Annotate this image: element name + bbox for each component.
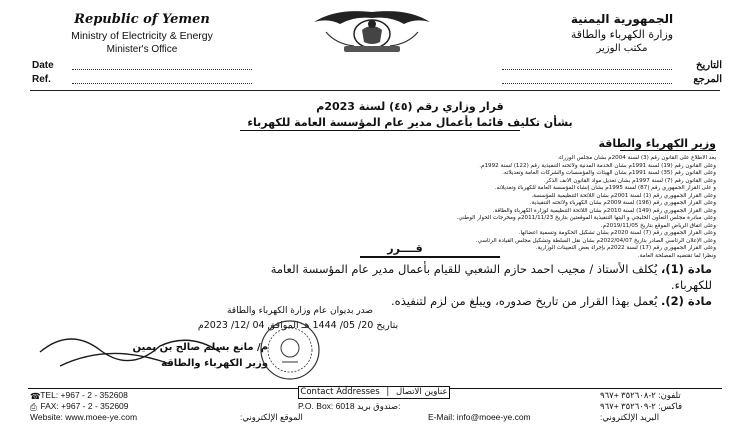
minister-heading: وزير الكهرباء والطاقة	[598, 137, 716, 150]
decides-underline	[360, 256, 500, 258]
date-line-en	[72, 69, 252, 70]
date-label-ar: التاريخ	[696, 60, 722, 71]
contact-label-en: Contact Addresses	[300, 387, 380, 397]
header-english	[32, 12, 252, 55]
footer-email-ar-label: البريد الإلكتروني:	[600, 412, 660, 422]
footer-tel-en: ☎ TEL: +967 - 2 - 352608	[30, 390, 128, 401]
contact-label-ar: عناوين الاتصال	[395, 387, 448, 397]
preamble	[256, 155, 716, 260]
minister-underline	[620, 150, 716, 151]
article-2-text: يُعمل بهذا القرار من تاريخ صدوره، ويبلغ من لزم لتنفيذه.	[391, 294, 658, 308]
decree-title: قرار وزاري رقم (٤٥) لسنة 2023م	[316, 100, 504, 113]
preamble-line: وعلى القرار الجمهوري رقم (17) لسنة 2022م بإجراء بعض التعيينات الوزارية.	[535, 245, 716, 251]
preamble-line: وعلى القانون رقم (35) لسنة 1991م بشأن الهيئات والمؤسسات والشركات العامة وتعديلاته.	[502, 170, 716, 176]
country-name-en: Republic of Yemen	[74, 12, 210, 27]
date-line-ar	[502, 69, 672, 70]
contact-addresses-box: Contact Addresses | عناوين الاتصال	[298, 386, 450, 399]
preamble-line: وعلى الإعلان الرئاسي الصادر بتاريخ 2022/04/07م بشأن نقل السلطة وتشكيل مجلس القيادة الرئاسي.	[475, 237, 716, 244]
preamble-line: وعلى مبادرة مجلس التعاون الخليجي و آليتها التنفيذية الموقعتين بتاريخ 2011/11/23م ومخرجات الحوار الوطني.	[456, 215, 716, 221]
header-arabic	[522, 12, 722, 54]
official-stamp-icon	[258, 318, 322, 382]
preamble-line: و على القرار الجمهوري رقم (87) لسنة 1995م بشأن إنشاء المؤسسة العامة للكهرباء وتعديلاته.	[494, 185, 716, 191]
decree-subject: بشأن تكليف قائما بأعمال مدير عام المؤسسة العامة للكهرباء	[247, 116, 573, 129]
office-name-ar: مكتب الوزير	[596, 43, 648, 54]
office-name-en: Minister's Office	[106, 44, 178, 55]
article-1-text: يُكلف الأستاذ / مجيب احمد حازم الشعبي للقيام بأعمال مدير عام المؤسسة العامة	[270, 262, 658, 276]
date-field-en	[32, 60, 252, 74]
ref-label-ar: المرجع	[693, 74, 722, 85]
article-1	[32, 262, 712, 276]
footer-tel-ar: تلفون: ٢-٣٥٢٦٠٨ +٩٦٧	[600, 390, 681, 400]
phone-icon: ☎	[30, 391, 41, 401]
preamble-line: وعلى القرار الجمهوري رقم (1) لسنة 2001م بشأن اللائحة التنظيمية للمؤسسة.	[531, 192, 716, 199]
country-name-ar: الجمهورية اليمنية	[570, 12, 674, 26]
footer-fax-en: ⎙ FAX: +967 - 2 - 352609	[30, 401, 129, 412]
ministry-name-ar: وزارة الكهرباء والطاقة	[570, 28, 674, 41]
decides-heading: قــــرر	[387, 242, 423, 255]
preamble-line: وعلى القرار الجمهوري رقم (149) لسنة 2010م بشأن اللائحة التنظيمية لوزارة الكهرباء والطاقة.	[492, 207, 716, 214]
issued-date: بتاريخ 20/ 05/ 1444 هـ الموافق 04 /12/ 2023م	[197, 320, 399, 331]
footer-website-en[interactable]: Website: www.moee-ye.com	[30, 412, 138, 422]
article-1-label: مادة (1)،	[660, 262, 712, 276]
footer-po-box: P.O. Box: 6018 صندوق بريد:	[298, 401, 401, 411]
preamble-line: بعد الاطلاع على القانون رقم (3) لسنة 2004م بشأن مجلس الوزراء.	[557, 155, 716, 161]
header-divider	[30, 90, 720, 91]
ministry-name-en: Ministry of Electricity & Energy	[71, 30, 213, 42]
preamble-line: ونظرا لما تقتضيه المصلحة العامة.	[637, 252, 716, 259]
subject-underline	[240, 130, 520, 131]
preamble-line: وعلى القانون رقم (7) لسنة 1997م بشأن تعديل مواد القانون الانف الذكر.	[543, 177, 716, 184]
ref-line-ar	[502, 83, 672, 84]
preamble-line: وعلى القرار الجمهوري رقم (7) لسنة 2020م بشأن تشكيل الحكومة وتسمية أعضائها.	[518, 230, 716, 236]
signatory-name: م/ مانع بسلم صالح بن يمين	[132, 342, 268, 353]
ref-label-en: Ref.	[32, 74, 51, 85]
date-label-en: Date	[32, 60, 54, 71]
yemen-emblem-icon	[306, 4, 438, 56]
footer-fax-ar: فاكس: ٢-٣٥٢٦٠٩ +٩٦٧	[600, 401, 683, 411]
ref-field-en	[32, 74, 252, 88]
preamble-line: وعلى اتفاق الرياض الموقع بتاريخ 2019/11/05م.	[600, 222, 716, 229]
signatory-title: وزير الكهرباء والطاقة	[161, 358, 268, 369]
ref-field-ar	[502, 74, 722, 88]
footer-email[interactable]: E-Mail: info@moee-ye.com	[428, 412, 531, 422]
article-1-continued: للكهرباء.	[670, 278, 712, 292]
issued-place: صدر بديوان عام وزارة الكهرباء والطاقة	[226, 306, 374, 316]
signature-scribble-icon	[30, 322, 240, 384]
date-field-ar	[502, 60, 722, 74]
fax-icon: ⎙	[30, 402, 37, 412]
article-2-label: مادة (2).	[660, 294, 712, 308]
ref-line-en	[72, 83, 252, 84]
footer-website-ar-label: الموقع الإلكتروني:	[240, 412, 303, 422]
preamble-line: وعلى القانون رقم (19) لسنة 1991م بشأن الخدمة المدنية ولائحته التنفيذية رقم (122) لسنة 1992م.	[479, 162, 716, 169]
preamble-line: وعلى القرار الجمهوري رقم (196) لسنة 2009م بشأن الكهرباء ولائحته التنفيذية.	[529, 200, 716, 206]
